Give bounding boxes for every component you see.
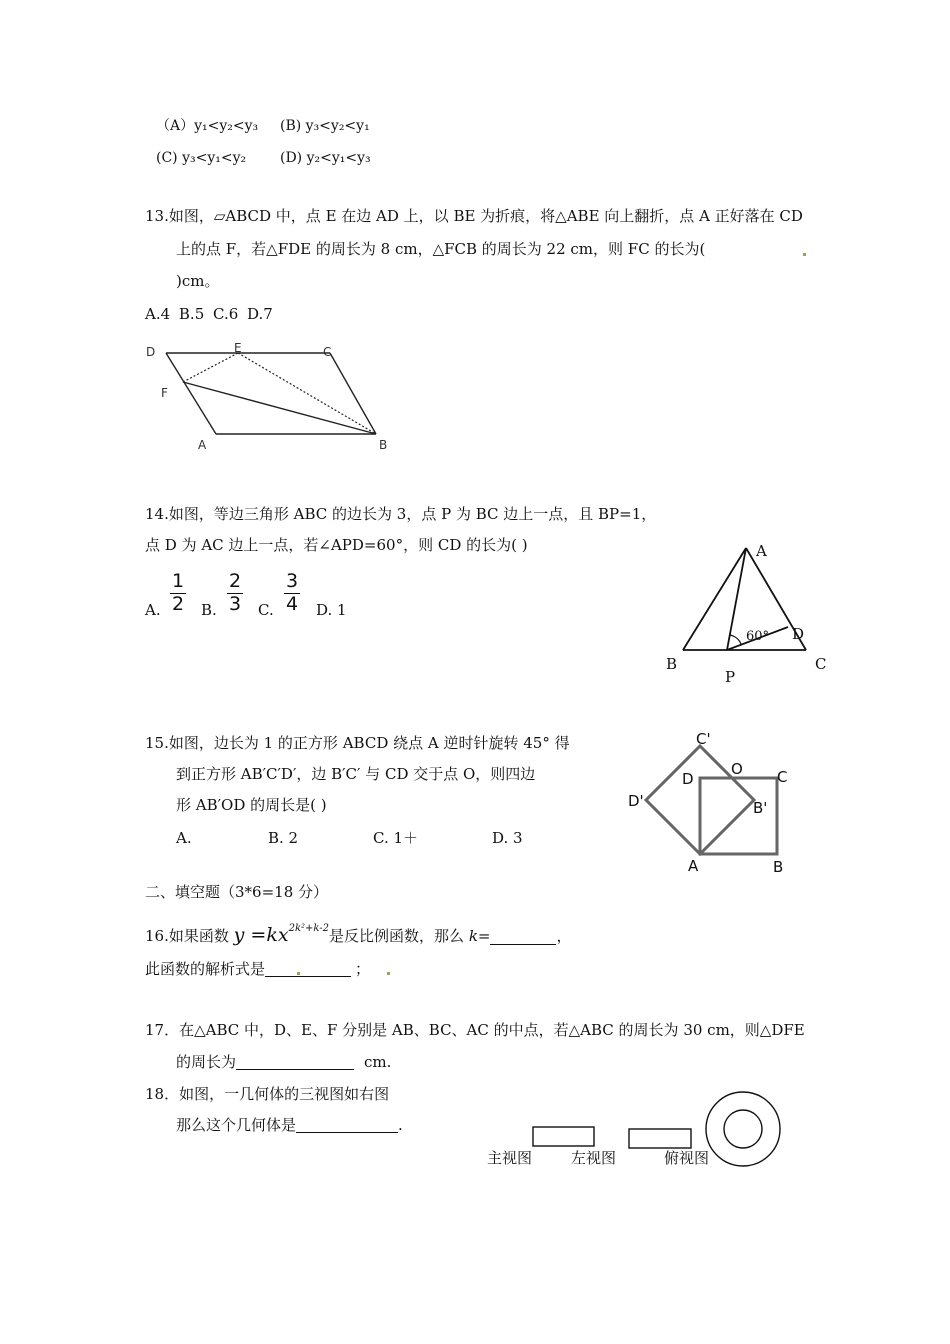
q14-label-b: B [666,655,678,673]
q14-label-a: A [756,542,767,560]
q15-label-a: A [688,857,699,875]
q13-label-e: E [234,341,242,355]
q13-label-d: D [146,345,156,359]
q12-option-b: (B) y₃<y₂<y₁ [280,118,370,134]
q18-line-2: 那么这个几何体是 . [176,1116,403,1134]
q14-fraction-a: 1 2 [171,570,185,615]
q18-label-left-view: 左视图 [571,1149,617,1167]
q12-option-a: （A）y₁<y₂<y₃ [156,118,259,134]
q14-triangle-figure [660,538,840,688]
q15-label-o: O [731,760,743,778]
q14-fraction-c: 3 4 [285,570,299,615]
q14-option-c: C. [258,601,274,619]
q13-line-3: )cm。 [176,272,220,290]
q17-line-1: 17．在△ABC 中，D、E、F 分别是 AB、BC、AC 的中点，若△ABC 的周长为 30 cm，则△DFE [145,1021,805,1039]
q14-label-d: D [792,625,805,643]
q18-label-top-view: 俯视图 [664,1149,710,1167]
q16-expression-blank [265,962,351,977]
q14-line-2: 点 D 为 AC 边上一点，若∠APD=60°，则 CD 的长为( ) [145,536,528,554]
q18-blank [296,1118,398,1133]
q15-label-b: B [773,858,784,876]
section-heading: 二、填空题（3*6=18 分） [145,883,329,901]
q13-label-c: C [323,345,332,359]
q15-label-c: C [777,768,788,786]
q13-line-2: 上的点 F，若△FDE 的周长为 8 cm，△FCB 的周长为 22 cm，则 FC 的长为( [176,240,706,258]
q15-label-b-prime: B' [753,799,768,817]
decorative-dot [803,253,806,256]
q14-line-1: 14.如图，等边三角形 ABC 的边长为 3，点 P 为 BC 边上一点，且 BP=1， [145,505,657,523]
q12-option-c: (C) y₃<y₁<y₂ [156,150,247,166]
q16-prefix: 16.如果函数 [145,927,229,945]
q16-line-1: 16.如果函数 $y =kx^{2k^2+k-2}$是反比例函数，那么 k= ， [145,923,572,946]
q17-blank [236,1055,354,1070]
q13-parallelogram-figure [140,340,400,455]
q12-option-d: (D) y₂<y₁<y₃ [280,150,371,166]
q15-option-c: C. 1＋ [373,829,419,847]
q13-line-1: 13.如图，▱ABCD 中，点 E 在边 AD 上，以 BE 为折痕，将△ABE 向上翻折，点 A 正好落在 CD [145,207,803,225]
q15-line-2: 到正方形 AB′C′D′，边 B′C′ 与 CD 交于点 O，则四边 [176,765,536,783]
q15-line-1: 15.如图，边长为 1 的正方形 ABCD 绕点 A 逆时针旋转 45° 得 [145,734,570,752]
q14-option-b: B. [201,601,217,619]
q15-rotated-square-figure [620,722,800,882]
q15-option-d: D. 3 [492,829,523,847]
decorative-dot [387,972,390,975]
q16-formula: $y =kx^{2k^2+k-2}$ [233,923,330,946]
q14-label-c: C [815,655,827,673]
q18-label-front-view: 主视图 [487,1149,533,1167]
q13-label-b: B [379,438,388,452]
q15-option-a: A. [176,829,192,847]
q15-option-b: B. 2 [268,829,299,847]
q14-option-d: D. 1 [316,601,347,619]
q14-option-a: A. [145,601,161,619]
decorative-dot [297,972,300,975]
q15-label-c-prime: C' [696,730,711,748]
q18-three-views-figure [480,1090,790,1180]
q18-line-1: 18．如图，一几何体的三视图如右图 [145,1085,390,1103]
q13-options: A.4 B.5 C.6 D.7 [145,305,273,323]
q14-angle-label: 60° [746,629,770,644]
q15-line-3: 形 AB′OD 的周长是( ) [176,796,327,814]
q16-k-blank [490,930,556,945]
q16-line-2: 此函数的解析式是 ； [145,960,371,978]
q14-label-p: P [725,668,736,686]
q15-label-d-prime: D' [628,792,644,810]
q13-label-f: F [161,386,168,400]
q17-line-2: 的周长为 cm. [176,1053,392,1071]
q14-fraction-b: 2 3 [228,570,242,615]
q15-label-d: D [682,770,694,788]
q13-label-a: A [198,438,207,452]
q16-mid: 是反比例函数，那么 [329,927,465,945]
